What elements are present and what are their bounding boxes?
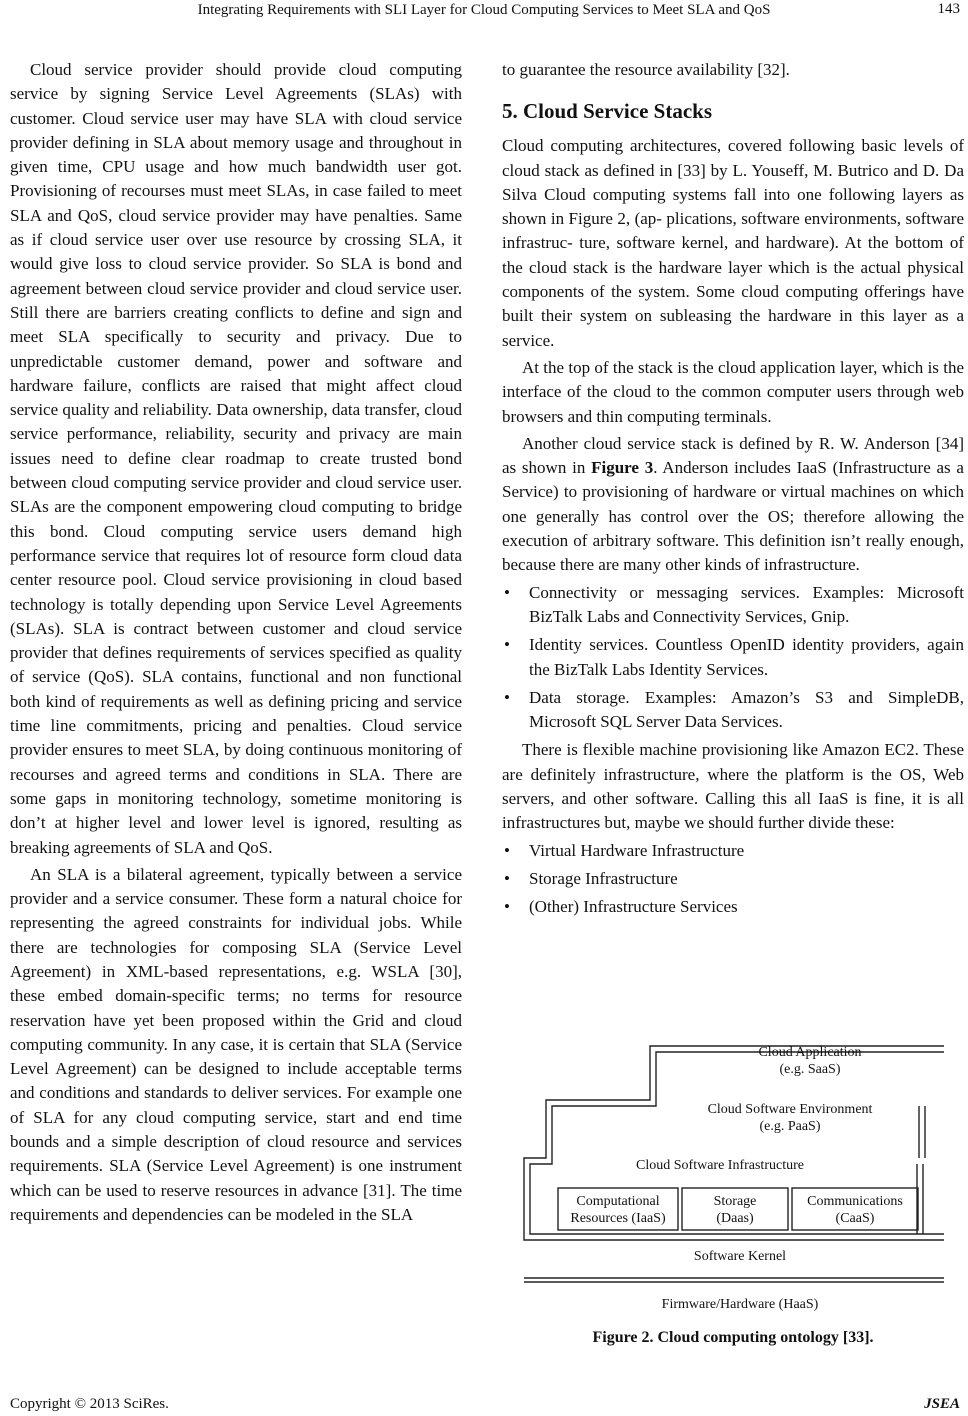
paragraph-text: Another cloud service stack is defined by R. W. Anderson [34] as shown in [502,433,964,478]
left-column [10,58,462,1227]
bullet-list [502,839,964,920]
list-item: • Identity services. Countless OpenID identity providers, again the BizTalk Labs Identity Services. [502,633,964,682]
computational-label: Computational [576,1194,660,1209]
communications-label: Communications [807,1194,903,1209]
environment-layer-sublabel: (e.g. PaaS) [759,1119,821,1134]
list-item: • Storage Infrastructure [502,867,964,891]
right-column [502,58,964,924]
figure-caption: Figure 2. Cloud computing ontology [33]. [592,1329,874,1346]
journal-name: JSEA [924,1396,960,1412]
hardware-layer-label: Firmware/Hardware (HaaS) [661,1297,819,1312]
figure-reference: Figure 3 [591,458,654,478]
cloud-stack-diagram [502,1036,964,1326]
computational-sublabel: Resources (IaaS) [570,1211,666,1226]
infrastructure-layer-label: Cloud Software Infrastructure [636,1158,804,1173]
bullet-list [502,581,964,735]
storage-label: Storage [713,1194,757,1209]
list-item: • (Other) Infrastructure Services [502,895,964,919]
application-layer-sublabel: (e.g. SaaS) [779,1062,841,1077]
body-paragraph: At the top of the stack is the cloud application layer, which is the interface of the cloud to the common computer users through web browsers and thin computing terminals. [502,357,964,426]
body-paragraph: to guarantee the resource availability [32]. [502,60,790,79]
body-paragraph: Cloud computing architectures, covered following basic levels of cloud stack as defined in [33] by L. Youseff, M. Butrico and D. Da Silva Cloud computing systems fall into one following layers as shown in Figure 2, (ap- plications, software environments, software infrastruc- ture, software kernel, and hardware). At the bottom of the cloud stack is the hardware layer which is the actual physical components of the system. Some cloud computing offerings have built their system on subleasing the hardware in this layer as a service. [502,136,964,350]
section-heading: 5. Cloud Service Stacks [502,99,712,124]
paragraph-text: . Anderson includes IaaS (Infrastructure as a Service) to provisioning of hardware or virtual machines on which one generally has control over the OS; therefore allowing the execution of arbitrary software. This definition isn’t really enough, because there are many other kinds of infrastructure. [502,458,964,575]
kernel-layer-label: Software Kernel [693,1249,787,1264]
body-paragraph: An SLA is a bilateral agreement, typically between a service provider and a service consumer. These form a natural choice for representing the agreed constraints for individual jobs. While there are technologies for composing SLA (Service Level Agreement) in XML-based representations, e.g. WSLA [30], these embed domain-specific terms; no terms for resource reservation have yet been proposed within the Grid and cloud computing community. In any case, it is certain that SLA (Service Level Agreement) can be designed to include acceptable terms and conditions and standards to deliver services. For example one of SLA for any cloud computing service, start and end time bounds and a simple description of cloud resource and services requirements. SLA (Service Level Agreement) is one instrument which can be used to reserve resources in advance [31]. The time requirements and dependencies can be modeled in the SLA [10,864,462,1224]
list-item: • Connectivity or messaging services. Examples: Microsoft BizTalk Labs and Connectivity Services, Gnip. [502,581,964,630]
page-footer [0,1394,968,1416]
body-paragraph: Cloud service provider should provide cloud computing service by signing Service Level Agreements (SLAs) with customer. Cloud service user may have SLA with cloud service provider defining in SLA about memory usage and throughout in given time, CPU usage and how much bandwidth user got. Provisioning of recourses must meet SLAs, in case failed to meet SLA and QoS, cloud service provider may have penalties. Same as if cloud service user over use resource by crossing SLA, it would give loss to cloud service provider. So SLA is bond and agreement between cloud service provider and cloud service user. Still there are barriers creating conflicts to define and sign and meet SLA specifically to security and privacy. Due to unpredictable customer demand, power and software and hardware failure, conflicts are raised that might affect cloud service quality and reliability. Data ownership, data transfer, cloud service performance, reliability, security and privacy are main issues need to define clear roadmap to create trusted bond between cloud computing service provider and cloud service user. SLAs are the component empowering cloud computing to bridge this bond. Cloud computing service users demand high performance service that requires lot of resource form cloud data center resource pool. Cloud service provisioning in cloud based technology is totally depending upon Service Level Agreements (SLAs). SLA is contract between customer and cloud service provider that defines requirements of services specified as quality of service (QoS). SLA contains, functional and non functional both kind of requirements as well as defining pricing and service time line commitments, pricing and penalties. Cloud service provider ensures to meet SLA, by doing continuous monitoring of recourses and agreed terms and conditions in SLA. There are some gaps in monitoring technology, sometime monitoring is don’t at higher level and lower level is ignored, resulting as breaking agreements of SLA and QoS. [10,60,462,857]
page-number: 143 [937,1,960,17]
page-header [0,0,968,32]
application-layer-label: Cloud Application [758,1045,862,1060]
running-title: Integrating Requirements with SLI Layer for Cloud Computing Services to Meet SLA and QoS [197,2,771,18]
figure-cloud-ontology [502,1036,964,1358]
communications-sublabel: (CaaS) [835,1211,875,1226]
environment-layer-label: Cloud Software Environment [707,1102,873,1117]
copyright-notice: Copyright © 2013 SciRes. [10,1396,169,1412]
body-paragraph [502,432,964,578]
body-paragraph: There is flexible machine provisioning like Amazon EC2. These are definitely infrastructure, where the platform is the OS, Web servers, and other software. Calling this all IaaS is fine, it is all infrastructures but, maybe we should further divide these: [502,740,964,833]
storage-sublabel: (Daas) [716,1211,754,1226]
list-item: • Data storage. Examples: Amazon’s S3 and SimpleDB, Microsoft SQL Server Data Services. [502,686,964,735]
list-item: • Virtual Hardware Infrastructure [502,839,964,863]
